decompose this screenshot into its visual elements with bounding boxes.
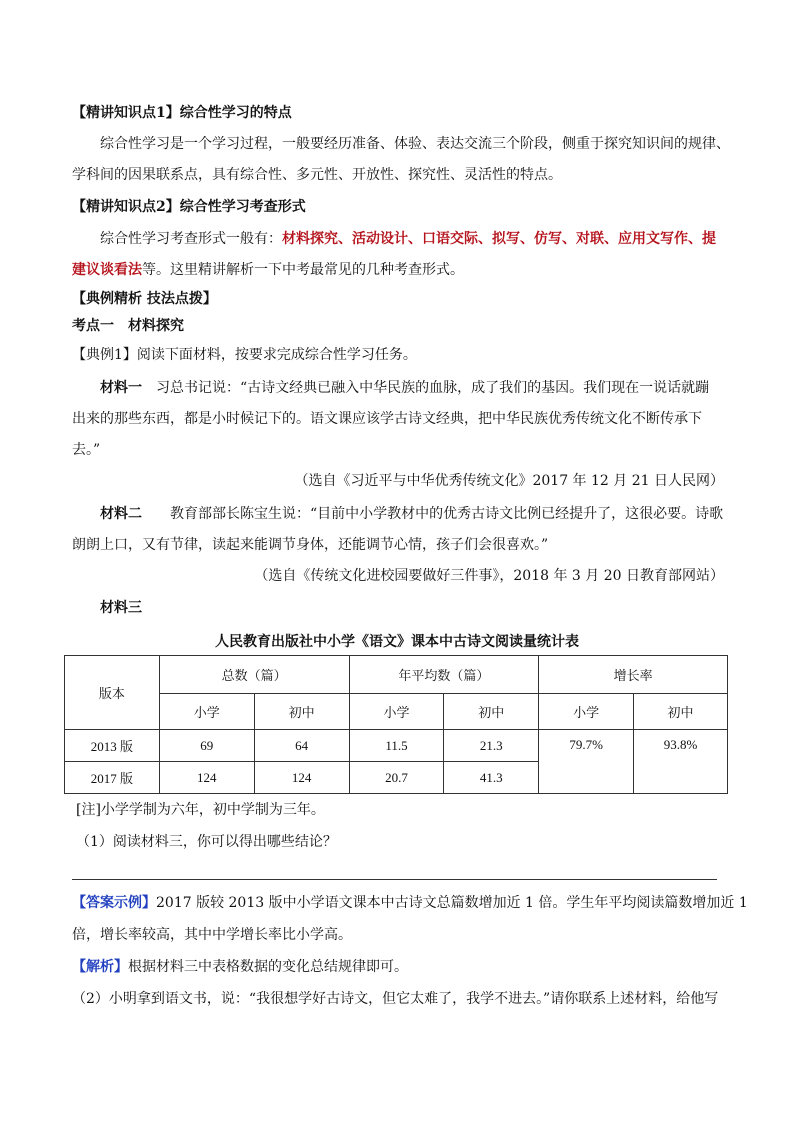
- subheader: 小学: [539, 694, 634, 730]
- forms-highlight: 材料探究、活动设计、口语交际、拟写、仿写、对联、应用文写作、提: [282, 231, 716, 247]
- knowledge-point-2-body: 综合性学习考查形式一般有：材料探究、活动设计、口语交际、拟写、仿写、对联、应用文写作、提: [100, 231, 716, 247]
- header-total: 总数（篇）: [159, 656, 349, 694]
- table-note: [注]小学学制为六年，初中学制为三年。: [76, 802, 325, 818]
- table-row: [65, 730, 728, 762]
- material-1-source: （选自《习近平与中华优秀传统文化》2017 年 12 月 21 日人民网）: [294, 473, 724, 489]
- knowledge-point-1-body: 综合性学习是一个学习过程，一般要经历准备、体验、表达交流三个阶段，侧重于探究知识间的规律、: [100, 136, 730, 152]
- table-cell: 21.3: [444, 730, 539, 762]
- material-2: 材料二 教育部部长陈宝生说：“目前中小学教材中的优秀古诗文比例已经提升了，这很必要。诗歌: [100, 506, 724, 522]
- question-2: （2）小明拿到语文书，说：“我很想学好古诗文，但它太难了，我学不进去。”请你联系上述材料，给他写: [72, 991, 719, 1007]
- growth-junior: 93.8%: [634, 730, 728, 794]
- material-1-cont: 出来的那些东西，都是小时候记下的。语文课应该学古诗文经典，把中华民族优秀传统文化不断传承下: [72, 411, 702, 427]
- forms-highlight-cont: 建议谈看法: [72, 262, 142, 278]
- version-cell: 2017 版: [65, 762, 160, 794]
- table-cell: 20.7: [349, 762, 444, 794]
- header-version: 版本: [65, 656, 160, 730]
- table-cell: 11.5: [349, 730, 444, 762]
- table-cell: 124: [254, 762, 349, 794]
- table-cell: 64: [254, 730, 349, 762]
- section-title: 【典例精析 技法点拨】: [72, 291, 217, 307]
- subheader: 小学: [349, 694, 444, 730]
- version-cell: 2013 版: [65, 730, 160, 762]
- answer-label: 【答案示例】: [72, 895, 156, 911]
- exam-point-title: 考点一 材料探究: [72, 318, 184, 334]
- subheader: 小学: [159, 694, 254, 730]
- answer-example: 【答案示例】2017 版较 2013 版中小学语文课本中古诗文总篇数增加近 1 倍。学生年平均阅读篇数增加近 1: [72, 895, 748, 911]
- table-title: 人民教育出版社中小学《语文》课本中古诗文阅读量统计表: [215, 634, 579, 650]
- answer-example-cont: 倍，增长率较高，其中中学增长率比小学高。: [72, 927, 352, 943]
- table-cell: 41.3: [444, 762, 539, 794]
- knowledge-point-2-title: 【精讲知识点2】综合性学习考查形式: [72, 199, 306, 215]
- analysis: 【解析】根据材料三中表格数据的变化总结规律即可。: [72, 959, 408, 975]
- material-1: 材料一 习总书记说：“古诗文经典已融入中华民族的血脉，成了我们的基因。我们现在一说话就蹦: [100, 380, 710, 396]
- material-2-cont: 朗朗上口，又有节律，读起来能调节身体，还能调节心情，孩子们会很喜欢。”: [72, 537, 549, 553]
- statistics-table: [64, 655, 728, 794]
- analysis-label: 【解析】: [72, 959, 128, 975]
- subheader: 初中: [444, 694, 539, 730]
- knowledge-point-1-body-cont: 学科间的因果联系点，具有综合性、多元性、开放性、探究性、灵活性的特点。: [72, 167, 562, 183]
- knowledge-point-2-body-cont: 建议谈看法等。这里精讲解析一下中考最常见的几种考查形式。: [72, 262, 464, 278]
- material-1-end: 去。”: [72, 442, 101, 458]
- table-cell: 69: [159, 730, 254, 762]
- header-average: 年平均数（篇）: [349, 656, 539, 694]
- knowledge-point-1-title: 【精讲知识点1】综合性学习的特点: [72, 105, 292, 121]
- header-growth: 增长率: [539, 656, 728, 694]
- example-label: 【典例1】阅读下面材料，按要求完成综合性学习任务。: [72, 347, 417, 363]
- table-cell: 124: [159, 762, 254, 794]
- material-2-source: （选自《传统文化进校园要做好三件事》，2018 年 3 月 20 日教育部网站）: [254, 568, 724, 584]
- question-1: （1）阅读材料三，你可以得出哪些结论？: [76, 834, 337, 850]
- subheader: 初中: [634, 694, 728, 730]
- subheader: 初中: [254, 694, 349, 730]
- material-3-label: 材料三: [100, 600, 142, 616]
- growth-primary: 79.7%: [539, 730, 634, 794]
- answer-divider: [72, 879, 717, 880]
